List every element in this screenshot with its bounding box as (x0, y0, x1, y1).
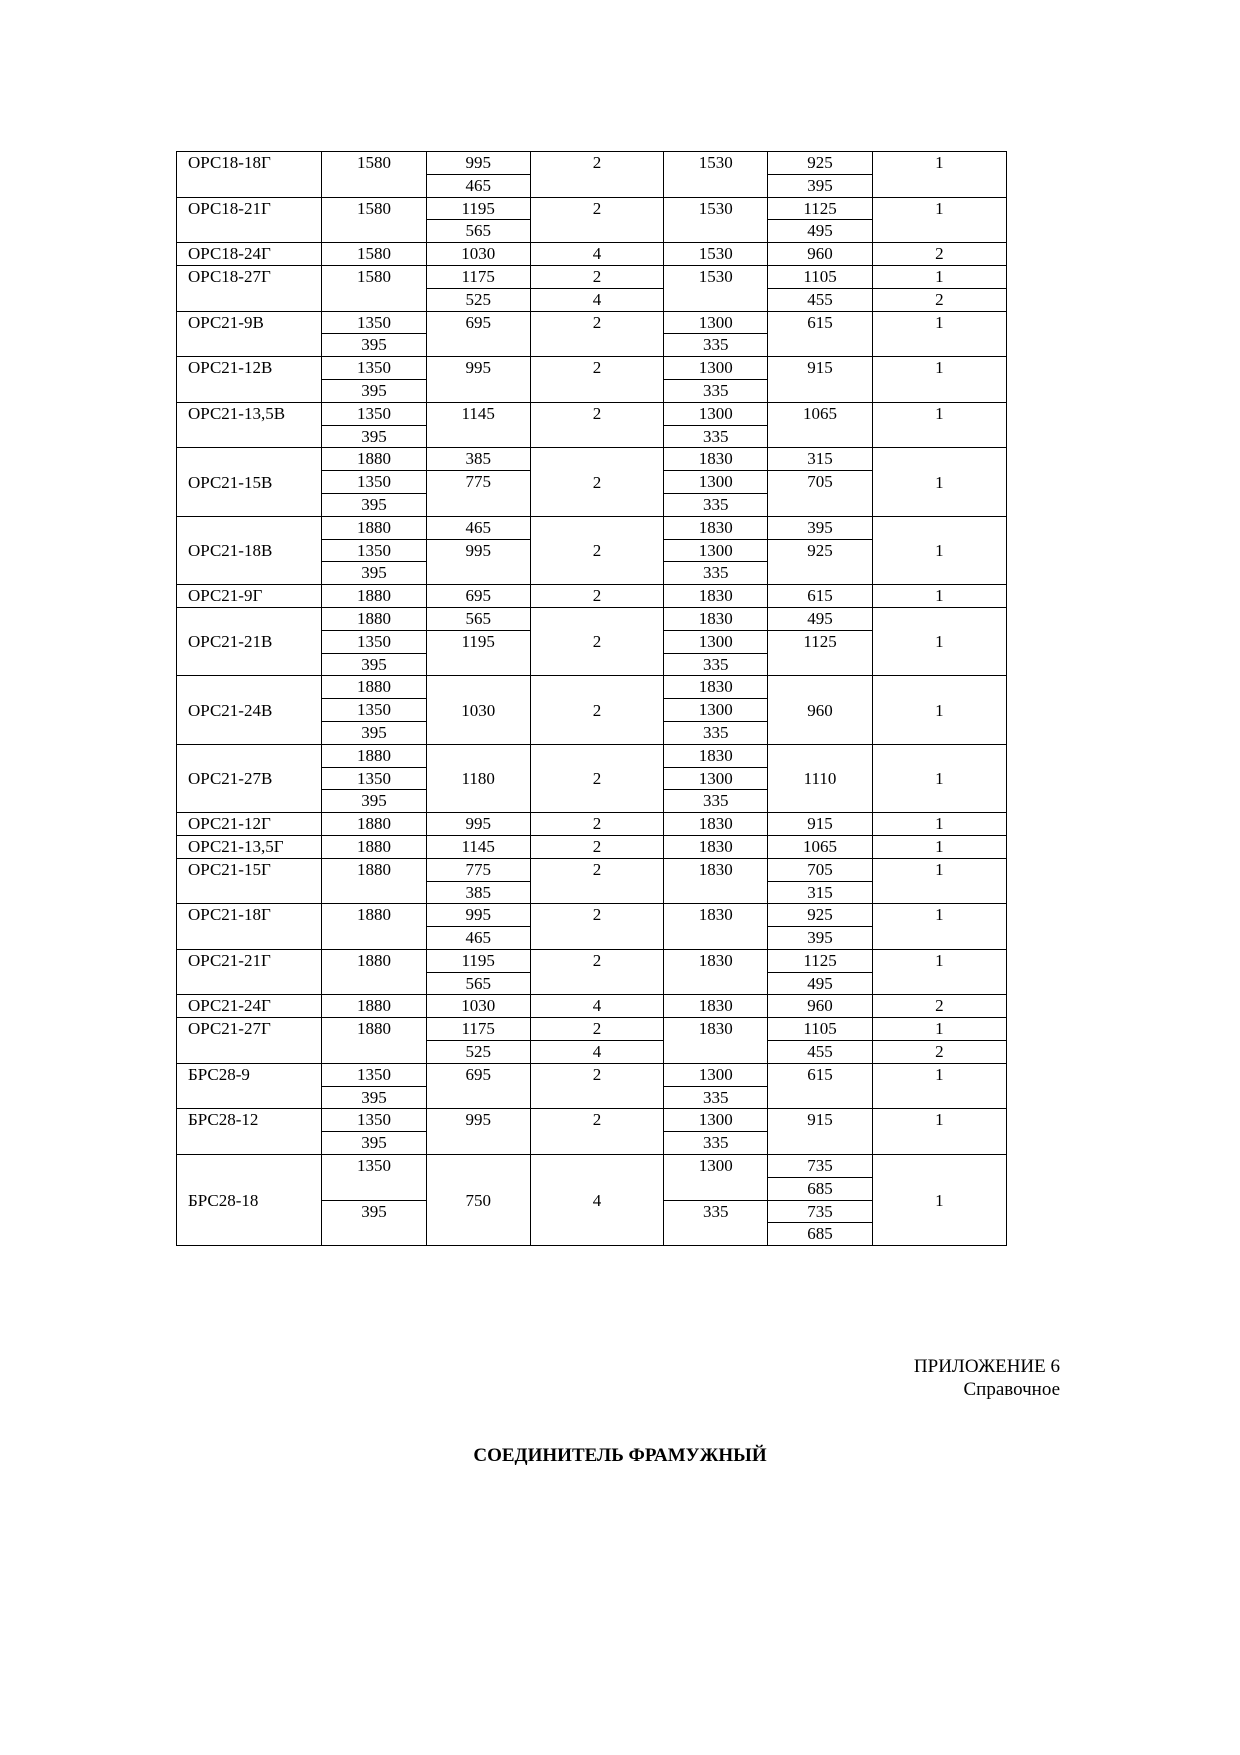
table-row (177, 1063, 1007, 1086)
table-row (177, 265, 1007, 288)
table-cell: 1030 (426, 676, 530, 744)
product-mark-cell: ОРС21-13,5Г (177, 835, 322, 858)
table-row (177, 516, 1007, 539)
table-cell: 2 (530, 197, 663, 243)
table-cell: 915 (768, 1109, 872, 1155)
table-cell: 995 (426, 1109, 530, 1155)
table-cell: 685 (768, 1177, 872, 1200)
table-cell: 695 (426, 311, 530, 357)
table-cell: 1 (872, 813, 1006, 836)
table-cell: 455 (768, 288, 872, 311)
table-cell: 335 (664, 379, 768, 402)
table-cell: 315 (768, 881, 872, 904)
table-cell: 1830 (664, 516, 768, 539)
table-cell: 735 (768, 1200, 872, 1223)
table-cell: 1145 (426, 835, 530, 858)
table-cell: 525 (426, 1041, 530, 1064)
table-cell: 995 (426, 813, 530, 836)
table-cell: 335 (664, 562, 768, 585)
table-cell: 2 (872, 995, 1006, 1018)
table-row (177, 995, 1007, 1018)
table-cell: 1580 (322, 197, 426, 243)
specification-table (176, 151, 1007, 1246)
table-cell: 1830 (664, 744, 768, 767)
table-row (177, 357, 1007, 380)
product-mark-cell: ОРС18-18Г (177, 152, 322, 198)
table-cell: 465 (426, 927, 530, 950)
appendix-header (914, 1355, 1060, 1401)
table-cell: 1300 (664, 630, 768, 653)
table-cell: 1 (872, 904, 1006, 950)
table-cell: 1300 (664, 1063, 768, 1086)
table-cell: 2 (530, 152, 663, 198)
table-cell: 1300 (664, 471, 768, 494)
product-mark-cell: ОРС21-15В (177, 448, 322, 516)
table-cell: 1830 (664, 448, 768, 471)
table-cell: 1 (872, 835, 1006, 858)
table-cell: 395 (322, 1132, 426, 1155)
table-cell: 395 (322, 425, 426, 448)
table-cell: 995 (426, 152, 530, 175)
table-cell: 1300 (664, 311, 768, 334)
table-cell: 1880 (322, 1018, 426, 1064)
table-cell: 1350 (322, 402, 426, 425)
product-mark-cell: ОРС21-12В (177, 357, 322, 403)
table-cell: 1 (872, 744, 1006, 812)
table-cell: 695 (426, 1063, 530, 1109)
table-cell: 2 (530, 949, 663, 995)
table-cell: 395 (768, 174, 872, 197)
table-cell: 2 (530, 516, 663, 584)
table-row (177, 676, 1007, 699)
table-cell: 1880 (322, 516, 426, 539)
table-cell: 1 (872, 197, 1006, 243)
table-cell: 1 (872, 1018, 1006, 1041)
table-cell: 1 (872, 949, 1006, 995)
table-cell: 395 (322, 653, 426, 676)
table-cell: 1300 (664, 767, 768, 790)
table-cell: 1125 (768, 949, 872, 972)
table-cell: 960 (768, 995, 872, 1018)
table-cell: 2 (530, 607, 663, 675)
table-cell: 335 (664, 653, 768, 676)
table-cell: 775 (426, 858, 530, 881)
table-cell: 1110 (768, 744, 872, 812)
table-row (177, 243, 1007, 266)
table-cell: 1 (872, 265, 1006, 288)
table-cell: 395 (322, 379, 426, 402)
table-cell: 395 (322, 334, 426, 357)
table-cell: 2 (530, 448, 663, 516)
table-cell: 1300 (664, 699, 768, 722)
table-row (177, 1018, 1007, 1041)
table-row (177, 585, 1007, 608)
table-row (177, 835, 1007, 858)
table-cell: 705 (768, 471, 872, 517)
table-cell: 1880 (322, 835, 426, 858)
table-cell: 1880 (322, 676, 426, 699)
table-cell: 995 (426, 357, 530, 403)
table-cell: 495 (768, 220, 872, 243)
table-cell: 455 (768, 1041, 872, 1064)
table-row (177, 949, 1007, 972)
table-cell: 1 (872, 607, 1006, 675)
table-cell: 615 (768, 1063, 872, 1109)
table-cell: 2 (872, 243, 1006, 266)
table-cell: 1880 (322, 448, 426, 471)
table-row (177, 744, 1007, 767)
table-cell: 335 (664, 1086, 768, 1109)
table-cell: 2 (530, 402, 663, 448)
table-cell: 1125 (768, 197, 872, 220)
product-mark-cell: БРС28-12 (177, 1109, 322, 1155)
table-cell: 1880 (322, 744, 426, 767)
table-cell: 1350 (322, 357, 426, 380)
table-cell: 1530 (664, 152, 768, 198)
table-cell: 775 (426, 471, 530, 517)
table-cell: 2 (872, 1041, 1006, 1064)
table-cell: 1830 (664, 1018, 768, 1064)
table-cell: 2 (530, 813, 663, 836)
table-cell: 395 (322, 562, 426, 585)
table-cell: 335 (664, 425, 768, 448)
table-row (177, 1155, 1007, 1178)
table-cell: 685 (768, 1223, 872, 1246)
table-cell: 1350 (322, 539, 426, 562)
table-cell: 1180 (426, 744, 530, 812)
product-mark-cell: БРС28-18 (177, 1155, 322, 1246)
product-mark-cell: ОРС21-15Г (177, 858, 322, 904)
table-cell: 695 (426, 585, 530, 608)
table-cell: 2 (530, 1018, 663, 1041)
table-cell: 995 (426, 539, 530, 585)
table-cell: 925 (768, 152, 872, 175)
table-cell: 2 (530, 904, 663, 950)
table-cell: 385 (426, 448, 530, 471)
product-mark-cell: БРС28-9 (177, 1063, 322, 1109)
table-cell: 1830 (664, 949, 768, 995)
table-cell: 1 (872, 858, 1006, 904)
table-cell: 4 (530, 1155, 663, 1246)
table-cell: 1580 (322, 243, 426, 266)
table-cell: 1830 (664, 858, 768, 904)
table-cell: 1350 (322, 699, 426, 722)
table-cell: 4 (530, 243, 663, 266)
table-cell: 1195 (426, 197, 530, 220)
table-cell: 465 (426, 516, 530, 539)
table-cell: 4 (530, 1041, 663, 1064)
section-title: СОЕДИНИТЕЛЬ ФРАМУЖНЫЙ (473, 1445, 767, 1466)
table-cell: 395 (322, 721, 426, 744)
table-cell: 1300 (664, 1109, 768, 1132)
table-cell: 2 (872, 288, 1006, 311)
table-cell: 1030 (426, 243, 530, 266)
table-cell: 915 (768, 813, 872, 836)
table-cell: 1105 (768, 265, 872, 288)
table-cell: 925 (768, 539, 872, 585)
table-cell: 1350 (322, 311, 426, 334)
table-cell: 395 (768, 927, 872, 950)
table-cell: 1350 (322, 1063, 426, 1086)
product-mark-cell: ОРС21-18Г (177, 904, 322, 950)
table-cell: 1530 (664, 265, 768, 311)
table-cell: 1880 (322, 813, 426, 836)
table-cell: 1830 (664, 995, 768, 1018)
table-cell: 1 (872, 1109, 1006, 1155)
table-cell: 1145 (426, 402, 530, 448)
product-mark-cell: ОРС18-27Г (177, 265, 322, 311)
table-cell: 2 (530, 835, 663, 858)
table-cell: 1 (872, 152, 1006, 198)
table-cell: 705 (768, 858, 872, 881)
product-mark-cell: ОРС21-13,5В (177, 402, 322, 448)
table-cell: 1350 (322, 471, 426, 494)
table-row (177, 904, 1007, 927)
table-cell: 1350 (322, 1155, 426, 1201)
table-cell: 1580 (322, 265, 426, 311)
table-cell: 565 (426, 220, 530, 243)
table-cell: 1175 (426, 265, 530, 288)
table-cell: 495 (768, 607, 872, 630)
product-mark-cell: ОРС21-18В (177, 516, 322, 584)
product-mark-cell: ОРС18-21Г (177, 197, 322, 243)
table-cell: 1 (872, 516, 1006, 584)
table-cell: 1 (872, 585, 1006, 608)
table-cell: 1 (872, 357, 1006, 403)
table-cell: 1175 (426, 1018, 530, 1041)
appendix-type: Справочное (963, 1379, 1060, 1400)
table-row (177, 402, 1007, 425)
table-cell: 1300 (664, 357, 768, 380)
table-row (177, 311, 1007, 334)
table-cell: 385 (426, 881, 530, 904)
table-cell: 1880 (322, 585, 426, 608)
table-cell: 1300 (664, 539, 768, 562)
table-cell: 2 (530, 858, 663, 904)
table-cell: 1830 (664, 904, 768, 950)
table-cell: 1 (872, 1155, 1006, 1246)
table-row (177, 858, 1007, 881)
table-cell: 735 (768, 1155, 872, 1178)
product-mark-cell: ОРС21-12Г (177, 813, 322, 836)
table-cell: 1105 (768, 1018, 872, 1041)
table-cell: 2 (530, 265, 663, 288)
table-cell: 565 (426, 972, 530, 995)
table-cell: 915 (768, 357, 872, 403)
table-cell: 1830 (664, 813, 768, 836)
table-cell: 1830 (664, 607, 768, 630)
table-cell: 2 (530, 585, 663, 608)
table-cell: 1880 (322, 858, 426, 904)
table-cell: 1195 (426, 949, 530, 972)
table-cell: 1 (872, 676, 1006, 744)
table-row (177, 152, 1007, 175)
table-cell: 1350 (322, 630, 426, 653)
table-cell: 1350 (322, 1109, 426, 1132)
table-cell: 1065 (768, 835, 872, 858)
table-cell: 395 (322, 1200, 426, 1246)
table-cell: 1 (872, 402, 1006, 448)
table-cell: 925 (768, 904, 872, 927)
table-cell: 615 (768, 585, 872, 608)
table-cell: 1880 (322, 607, 426, 630)
table-row (177, 1109, 1007, 1132)
table-cell: 995 (426, 904, 530, 927)
appendix-label: ПРИЛОЖЕНИЕ 6 (913, 1356, 1060, 1377)
table-cell: 335 (664, 1132, 768, 1155)
table-cell: 1880 (322, 904, 426, 950)
table-cell: 615 (768, 311, 872, 357)
table-cell: 1830 (664, 835, 768, 858)
table-cell: 1880 (322, 949, 426, 995)
table-cell: 1125 (768, 630, 872, 676)
table-cell: 465 (426, 174, 530, 197)
product-mark-cell: ОРС21-9Г (177, 585, 322, 608)
table-cell: 495 (768, 972, 872, 995)
table-cell: 1530 (664, 197, 768, 243)
table-cell: 2 (530, 1063, 663, 1109)
product-mark-cell: ОРС21-21В (177, 607, 322, 675)
table-cell: 1300 (664, 402, 768, 425)
table-cell: 335 (664, 790, 768, 813)
table-cell: 1 (872, 448, 1006, 516)
table-cell: 1880 (322, 995, 426, 1018)
product-mark-cell: ОРС21-27Г (177, 1018, 322, 1064)
product-mark-cell: ОРС18-24Г (177, 243, 322, 266)
table-cell: 335 (664, 721, 768, 744)
table-cell: 2 (530, 311, 663, 357)
table-cell: 960 (768, 243, 872, 266)
table-cell: 335 (664, 1200, 768, 1246)
product-mark-cell: ОРС21-9В (177, 311, 322, 357)
table-cell: 395 (322, 790, 426, 813)
table-cell: 335 (664, 493, 768, 516)
table-cell: 335 (664, 334, 768, 357)
table-cell: 1 (872, 1063, 1006, 1109)
table-row (177, 813, 1007, 836)
table-cell: 4 (530, 288, 663, 311)
table-row (177, 607, 1007, 630)
table-cell: 395 (768, 516, 872, 539)
table-cell: 1350 (322, 767, 426, 790)
product-mark-cell: ОРС21-24В (177, 676, 322, 744)
table-cell: 395 (322, 493, 426, 516)
table-cell: 1830 (664, 585, 768, 608)
table-cell: 525 (426, 288, 530, 311)
table-cell: 1030 (426, 995, 530, 1018)
table-cell: 2 (530, 357, 663, 403)
table-cell: 2 (530, 744, 663, 812)
table-cell: 1 (872, 311, 1006, 357)
table-cell: 750 (426, 1155, 530, 1246)
table-cell: 2 (530, 676, 663, 744)
product-mark-cell: ОРС21-27В (177, 744, 322, 812)
table-cell: 1065 (768, 402, 872, 448)
table-cell: 565 (426, 607, 530, 630)
table-cell: 960 (768, 676, 872, 744)
table-cell: 315 (768, 448, 872, 471)
table-cell: 1195 (426, 630, 530, 676)
table-cell: 1300 (664, 1155, 768, 1201)
product-mark-cell: ОРС21-24Г (177, 995, 322, 1018)
table-row (177, 448, 1007, 471)
table-cell: 395 (322, 1086, 426, 1109)
table-cell: 1580 (322, 152, 426, 198)
table-cell: 2 (530, 1109, 663, 1155)
table-cell: 4 (530, 995, 663, 1018)
table-cell: 1530 (664, 243, 768, 266)
table-row (177, 197, 1007, 220)
table-cell: 1830 (664, 676, 768, 699)
product-mark-cell: ОРС21-21Г (177, 949, 322, 995)
